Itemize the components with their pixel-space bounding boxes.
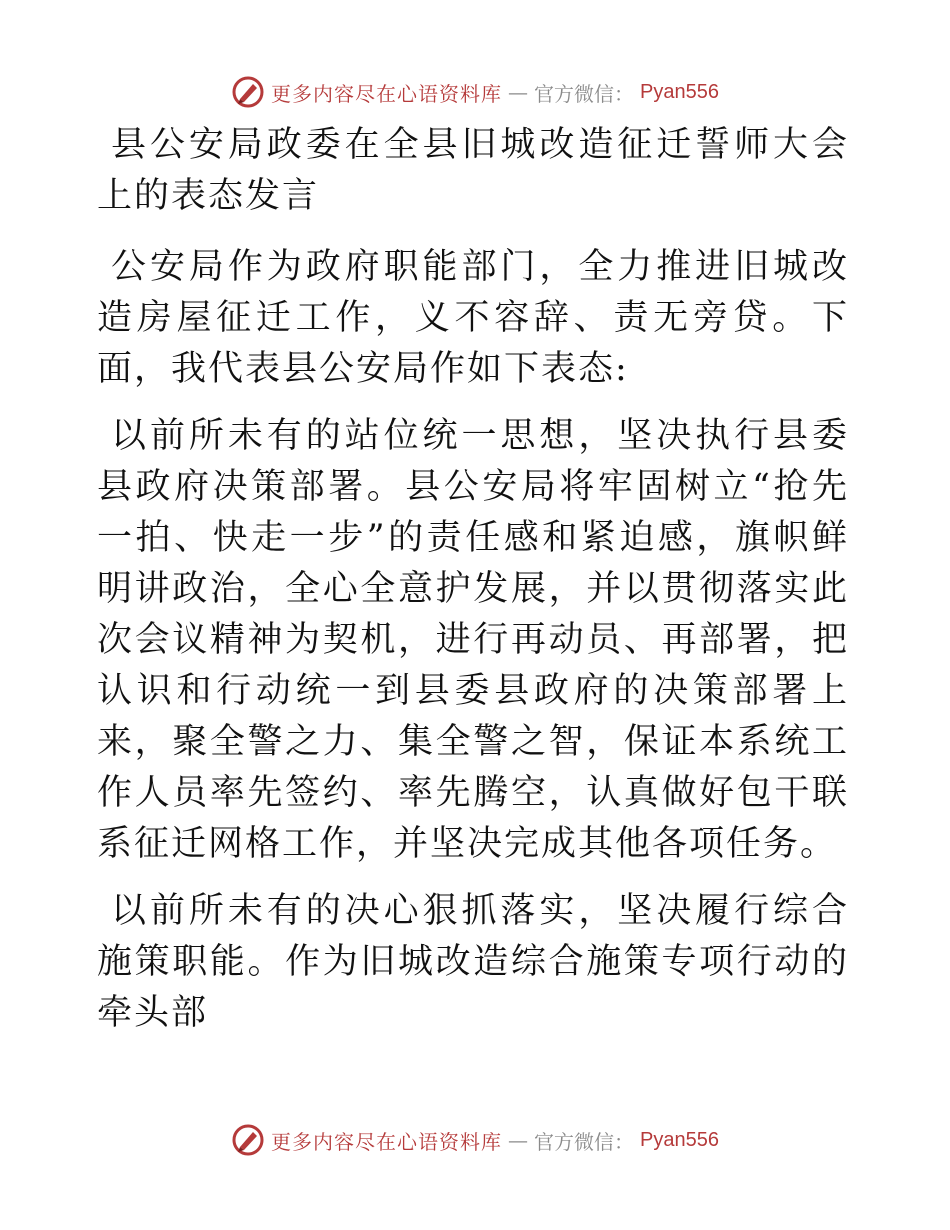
document-title: 县公安局政委在全县旧城改造征迁誓师大会上的表态发言 (97, 125, 849, 216)
watermark-label: 官方微信： (534, 81, 635, 106)
watermark-logo-icon (231, 75, 265, 109)
watermark-header (0, 72, 950, 112)
watermark-logo-icon (231, 1123, 265, 1157)
watermark-separator: — (508, 80, 529, 104)
paragraph-1: 公安局作为政府职能部门，全力推进旧城改造房屋征迁工作，义不容辞、责无旁贷。下面，我代表县公安局作如下表态: (97, 247, 849, 389)
document-body (97, 120, 849, 1055)
paragraph-3: 以前所未有的决心狠抓落实，坚决履行综合施策职能。作为旧城改造综合施策专项行动的牵头部 (97, 891, 849, 1033)
watermark-wechat-id: Pyan556 (640, 80, 719, 103)
watermark-text: 更多内容尽在心语资料库 (271, 1129, 503, 1154)
watermark-label: 官方微信： (534, 1129, 635, 1154)
watermark-wechat-id: Pyan556 (640, 1128, 719, 1151)
watermark-footer (0, 1120, 950, 1160)
paragraph-2: 以前所未有的站位统一思想，坚决执行县委县政府决策部署。县公安局将牢固树立“抢先一拍、快走一步”的责任感和紧迫感，旗帜鲜明讲政治，全心全意护发展，并以贯彻落实此次会议精神为契机，进行再动员、再部署，把认识和行动统一到县委县政府的决策部署上来，聚全警之力、集全警之智，保证本系统工作人员率先签约、率先腾空，认真做好包干联系征迁网格工作，并坚决完成其他各项任务。 (97, 416, 849, 864)
watermark-separator: — (508, 1128, 529, 1152)
watermark-text: 更多内容尽在心语资料库 (271, 81, 503, 106)
